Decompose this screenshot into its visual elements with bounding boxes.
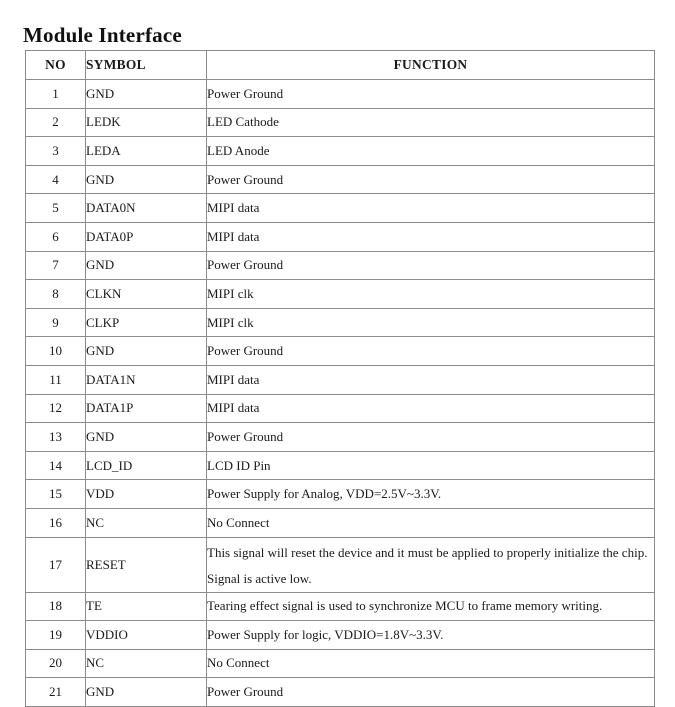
cell-pin-function: LCD ID Pin (207, 451, 655, 480)
cell-pin-symbol: LEDK (86, 108, 207, 137)
page-title: Module Interface (23, 23, 182, 48)
cell-pin-function: MIPI clk (207, 280, 655, 309)
cell-pin-function: Power Ground (207, 80, 655, 109)
cell-pin-number: 2 (26, 108, 86, 137)
cell-pin-number: 5 (26, 194, 86, 223)
table-row (26, 337, 655, 366)
cell-pin-number: 10 (26, 337, 86, 366)
cell-pin-function: MIPI clk (207, 308, 655, 337)
cell-pin-symbol: DATA1N (86, 365, 207, 394)
cell-pin-number: 14 (26, 451, 86, 480)
cell-pin-number: 9 (26, 308, 86, 337)
cell-pin-symbol: LCD_ID (86, 451, 207, 480)
table-row (26, 451, 655, 480)
table-row (26, 537, 655, 592)
cell-pin-function: MIPI data (207, 194, 655, 223)
cell-pin-number: 21 (26, 678, 86, 707)
cell-pin-function: Power Ground (207, 251, 655, 280)
cell-pin-symbol: TE (86, 592, 207, 621)
cell-pin-function: Power Supply for logic, VDDIO=1.8V~3.3V. (207, 621, 655, 650)
cell-pin-symbol: GND (86, 165, 207, 194)
cell-pin-symbol: VDDIO (86, 621, 207, 650)
cell-pin-number: 6 (26, 222, 86, 251)
table-row (26, 423, 655, 452)
cell-pin-symbol: NC (86, 649, 207, 678)
cell-pin-function: Power Ground (207, 337, 655, 366)
cell-pin-number: 8 (26, 280, 86, 309)
cell-pin-symbol: VDD (86, 480, 207, 509)
cell-pin-number: 20 (26, 649, 86, 678)
column-header-symbol: SYMBOL (86, 51, 207, 80)
cell-pin-number: 13 (26, 423, 86, 452)
cell-pin-number: 3 (26, 137, 86, 166)
cell-pin-symbol: GND (86, 80, 207, 109)
table-row (26, 137, 655, 166)
table-row (26, 108, 655, 137)
cell-pin-number: 7 (26, 251, 86, 280)
cell-pin-number: 17 (26, 537, 86, 592)
table-header-row (26, 51, 655, 80)
cell-pin-function: This signal will reset the device and it must be applied to properly initialize the chip. Signal is active low. (207, 537, 655, 592)
cell-pin-symbol: RESET (86, 537, 207, 592)
table-row (26, 621, 655, 650)
cell-pin-symbol: GND (86, 678, 207, 707)
table-row (26, 649, 655, 678)
cell-pin-number: 11 (26, 365, 86, 394)
table-row (26, 592, 655, 621)
cell-pin-symbol: CLKP (86, 308, 207, 337)
table-header (26, 51, 655, 80)
column-header-function: FUNCTION (207, 51, 655, 80)
cell-pin-function: Tearing effect signal is used to synchronize MCU to frame memory writing. (207, 592, 655, 621)
cell-pin-symbol: NC (86, 508, 207, 537)
table-row (26, 251, 655, 280)
table-row (26, 678, 655, 707)
cell-pin-number: 15 (26, 480, 86, 509)
cell-pin-function: Power Ground (207, 165, 655, 194)
table-row (26, 194, 655, 223)
table-row (26, 280, 655, 309)
cell-pin-symbol: GND (86, 251, 207, 280)
cell-pin-number: 16 (26, 508, 86, 537)
cell-pin-function: No Connect (207, 649, 655, 678)
cell-pin-function: MIPI data (207, 222, 655, 251)
cell-pin-function: Power Supply for Analog, VDD=2.5V~3.3V. (207, 480, 655, 509)
cell-pin-number: 1 (26, 80, 86, 109)
module-interface-table (25, 50, 655, 707)
table-row (26, 365, 655, 394)
table-row (26, 508, 655, 537)
table-row (26, 308, 655, 337)
cell-pin-number: 18 (26, 592, 86, 621)
cell-pin-symbol: DATA0N (86, 194, 207, 223)
cell-pin-symbol: LEDA (86, 137, 207, 166)
cell-pin-function: Power Ground (207, 423, 655, 452)
cell-pin-symbol: CLKN (86, 280, 207, 309)
table-row (26, 480, 655, 509)
table-row (26, 222, 655, 251)
cell-pin-function: MIPI data (207, 365, 655, 394)
cell-pin-number: 4 (26, 165, 86, 194)
module-interface-table-container (25, 50, 654, 707)
cell-pin-function: MIPI data (207, 394, 655, 423)
cell-pin-symbol: DATA0P (86, 222, 207, 251)
table-row (26, 165, 655, 194)
column-header-no: NO (26, 51, 86, 80)
cell-pin-symbol: GND (86, 337, 207, 366)
cell-pin-symbol: DATA1P (86, 394, 207, 423)
table-body (26, 80, 655, 707)
table-row (26, 394, 655, 423)
table-row (26, 80, 655, 109)
cell-pin-function: No Connect (207, 508, 655, 537)
cell-pin-function: LED Cathode (207, 108, 655, 137)
cell-pin-function: Power Ground (207, 678, 655, 707)
cell-pin-number: 12 (26, 394, 86, 423)
cell-pin-function: LED Anode (207, 137, 655, 166)
cell-pin-number: 19 (26, 621, 86, 650)
cell-pin-symbol: GND (86, 423, 207, 452)
